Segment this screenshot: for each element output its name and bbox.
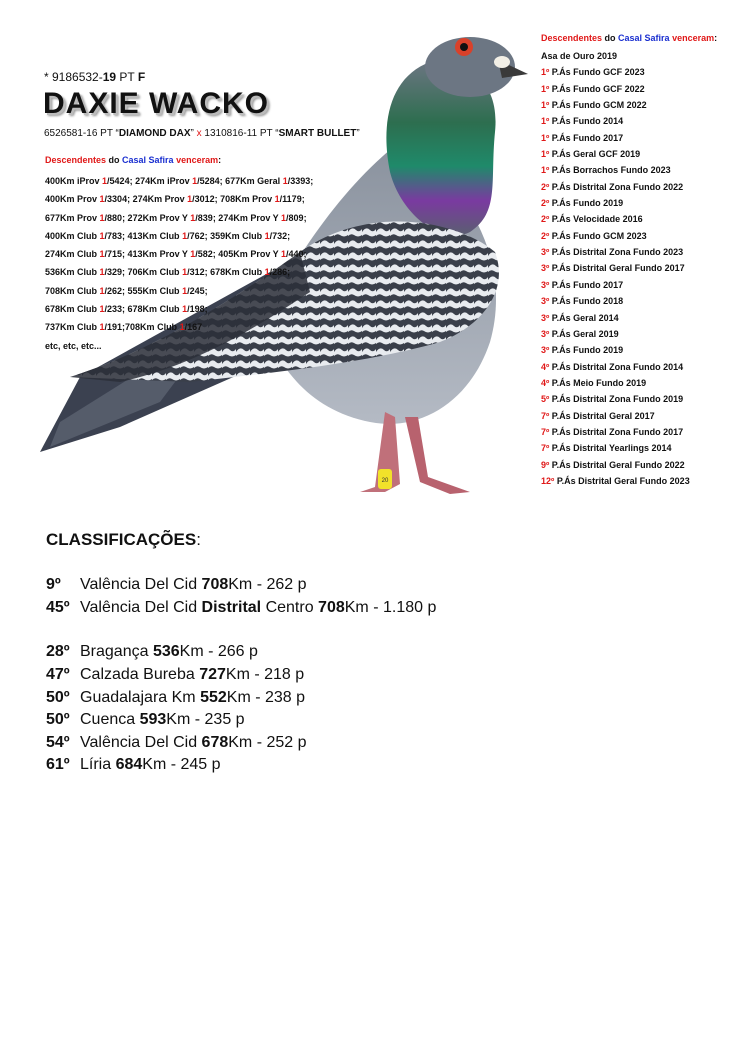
classification-position: 9º <box>46 576 61 594</box>
result-segment: 1 <box>102 176 108 186</box>
achievement-item <box>541 113 690 129</box>
achievement-item <box>541 81 690 97</box>
result-segment: 274Km Club <box>45 249 100 260</box>
classification-segment: Km - 266 p <box>179 643 258 661</box>
result-segment: /3304; 274Km Prov <box>104 194 188 205</box>
achievement-text: P.Ás Distrital Geral Fundo 2023 <box>554 475 690 486</box>
classification-position: 45º <box>46 598 70 616</box>
achievement-position: 7º <box>541 426 550 437</box>
achievement-text: P.Ás Fundo 2019 <box>549 345 624 356</box>
achievement-text: P.Ás Fundo 2019 <box>549 198 624 209</box>
achievement-position: 12º <box>541 475 555 486</box>
sex-indicator: F <box>137 70 146 84</box>
classification-segment: 708 <box>201 576 229 594</box>
classification-segment: Km - 218 p <box>225 666 305 684</box>
ring-year: 19 <box>102 70 117 84</box>
dam-ring: 1310816-11 PT “ <box>201 128 279 139</box>
result-line <box>45 209 345 227</box>
result-segment: /5424; 274Km iProv <box>107 176 193 186</box>
achievement-text: P.Ás Fundo GCF 2022 <box>549 83 645 94</box>
heading-word: : <box>714 33 718 43</box>
sire-ring: 6526581-16 PT “ <box>44 128 119 139</box>
achievement-item <box>541 473 690 489</box>
classification-row <box>46 709 436 732</box>
result-segment: etc, etc, etc... <box>45 340 102 351</box>
classification-segment: Calzada Bureba <box>80 666 200 684</box>
result-segment: 1 <box>99 230 105 241</box>
result-segment: /312; 678Km Club <box>187 267 265 278</box>
classification-text <box>80 734 307 752</box>
result-segment: /762; 359Km Club <box>187 230 265 241</box>
classification-row <box>46 732 436 755</box>
achievement-position: 1º <box>541 132 550 143</box>
result-segment: 1 <box>182 230 188 241</box>
result-segment: /262; 555Km Club <box>104 285 183 296</box>
classification-segment: 684 <box>115 756 143 774</box>
achievement-item <box>541 195 690 211</box>
result-segment: /1179; <box>279 194 305 205</box>
classification-text <box>80 666 304 684</box>
classifications-list <box>46 574 436 777</box>
achievement-position: 1º <box>541 67 550 78</box>
classification-segment: 727 <box>199 666 226 684</box>
classification-segment: Líria <box>80 756 116 774</box>
achievement-position: 5º <box>541 394 550 405</box>
achievement-position: 1º <box>541 116 550 127</box>
pigeon-name: DAXIE WACKO <box>43 87 270 120</box>
result-segment: 536Km Club <box>45 267 100 278</box>
result-segment: 1 <box>99 267 105 278</box>
heading-word: do <box>602 33 619 43</box>
result-segment: /245; <box>187 285 208 296</box>
achievement-position: 7º <box>541 410 550 421</box>
classification-segment: Centro <box>261 598 319 616</box>
parents-line <box>44 128 360 139</box>
achievements-list <box>541 48 690 489</box>
ring-number <box>44 70 145 84</box>
achievement-position: 1º <box>541 100 550 111</box>
classification-row <box>46 664 436 687</box>
achievement-text: P.Ás Distrital Geral Fundo 2022 <box>549 459 685 470</box>
achievement-text: P.Ás Fundo GCF 2023 <box>549 67 645 78</box>
classifications-title-text: CLASSIFICAÇÕES <box>46 530 197 549</box>
result-segment: /3393; <box>287 176 314 186</box>
result-segment: 1 <box>99 322 105 333</box>
classifications-title <box>46 530 201 550</box>
result-segment: /3012; 708Km Prov <box>192 194 275 205</box>
result-segment: /191;708Km Club <box>104 322 180 333</box>
result-segment: /732; <box>269 230 291 241</box>
achievement-text: P.Ás Distrital Zona Fundo 2022 <box>549 181 684 192</box>
classification-position: 54º <box>46 733 70 751</box>
result-segment: /809; <box>286 212 307 223</box>
result-segment: /167 <box>184 322 203 333</box>
classification-segment: Valência Del Cid <box>80 576 202 594</box>
achievement-item <box>541 424 690 440</box>
classification-text <box>80 643 258 661</box>
achievement-text: P.Ás Fundo 2018 <box>549 296 624 307</box>
result-segment: /233; 678Km Club <box>104 304 183 315</box>
result-segment: 678Km Club <box>45 304 100 315</box>
result-segment: /715; 413Km Prov Y <box>104 249 191 260</box>
result-segment: 1 <box>179 322 185 333</box>
achievement-position: 3º <box>541 263 550 274</box>
achievement-position: 3º <box>541 279 550 290</box>
classification-position: 50º <box>46 688 70 706</box>
result-segment: /880; 272Km Prov Y <box>104 212 191 223</box>
classification-segment: Valência Del Cid <box>80 733 202 751</box>
achievement-text: P.Ás Distrital Zona Fundo 2023 <box>549 247 684 258</box>
achievement-item <box>541 310 690 326</box>
achievement-position: 1º <box>541 165 550 176</box>
achievement-item <box>541 211 690 227</box>
result-segment: 1 <box>187 194 193 205</box>
result-segment: /198; <box>187 304 208 315</box>
result-segment: 1 <box>182 304 188 315</box>
result-segment: 1 <box>99 249 105 260</box>
result-segment: 1 <box>274 194 280 205</box>
classification-text <box>80 689 305 707</box>
achievement-text: P.Ás Borrachos Fundo 2023 <box>549 165 671 176</box>
result-segment: 400Km iProv <box>45 176 103 186</box>
result-segment: 1 <box>190 212 196 223</box>
achievement-item <box>541 391 690 407</box>
classifications-colon: : <box>196 530 201 549</box>
result-segment: 677Km Prov <box>45 212 100 223</box>
result-segment: 1 <box>192 176 198 186</box>
achievement-position: 2º <box>541 230 550 241</box>
classification-position: 28º <box>46 643 70 661</box>
achievement-text: P.Ás Geral 2019 <box>549 328 619 339</box>
classification-segment: Km - 1.180 p <box>344 598 437 616</box>
achievement-position: 2º <box>541 214 550 225</box>
heading-word: Casal Safira <box>618 33 670 43</box>
left-heading <box>45 155 221 165</box>
achievement-text: P.Ás Fundo 2017 <box>549 132 624 143</box>
achievement-text: P.Ás Fundo 2014 <box>549 116 624 127</box>
classification-segment: Km - 262 p <box>228 576 307 594</box>
achievement-text: P.Ás Fundo 2017 <box>549 279 624 290</box>
classification-position: 50º <box>46 711 70 729</box>
classification-segment: Bragança <box>80 643 153 661</box>
achievement-item <box>541 293 690 309</box>
achievement-text: P.Ás Meio Fundo 2019 <box>549 377 647 388</box>
heading-word: do <box>106 155 123 165</box>
group-spacer <box>46 619 436 641</box>
achievement-position: 1º <box>541 83 550 94</box>
achievement-position: 9º <box>541 459 550 470</box>
achievement-item <box>541 64 690 80</box>
achievement-text: P.Ás Geral GCF 2019 <box>549 149 641 160</box>
result-segment: 1 <box>281 212 287 223</box>
result-segment: 1 <box>99 212 105 223</box>
result-line <box>45 263 345 281</box>
achievement-item <box>541 408 690 424</box>
result-segment: 708Km Club <box>45 285 100 296</box>
result-segment: /286; <box>269 267 291 278</box>
result-segment: 1 <box>264 230 270 241</box>
achievement-item <box>541 277 690 293</box>
result-segment: /329; 706Km Club <box>104 267 183 278</box>
result-segment: 1 <box>182 285 188 296</box>
result-segment: 1 <box>282 176 288 186</box>
result-line <box>45 337 345 355</box>
classification-row <box>46 574 436 597</box>
achievement-item <box>541 342 690 358</box>
result-line <box>45 245 345 263</box>
achievement-position: 4º <box>541 377 550 388</box>
achievement-text: P.Ás Distrital Yearlings 2014 <box>549 443 672 454</box>
classification-segment: Km - 252 p <box>228 733 307 751</box>
achievement-position: 4º <box>541 361 550 372</box>
classification-segment: Km - 245 p <box>142 756 221 774</box>
heading-word: venceram <box>669 33 715 43</box>
heading-word: Casal Safira <box>122 155 174 165</box>
ring-prefix: * 9186532- <box>44 70 103 84</box>
achievement-text: P.Ás Velocidade 2016 <box>549 214 643 225</box>
classification-segment: Guadalajara Km <box>80 688 201 706</box>
achievement-text: P.Ás Distrital Zona Fundo 2014 <box>549 361 684 372</box>
result-line <box>45 300 345 318</box>
result-line <box>45 227 345 245</box>
cross-symbol: x <box>196 128 202 139</box>
result-segment: /839; 274Km Prov Y <box>195 212 282 223</box>
result-segment: 400Km Club <box>45 230 100 241</box>
classification-row <box>46 686 436 709</box>
result-segment: /440; <box>286 249 307 260</box>
classification-row <box>46 641 436 664</box>
result-segment: /5284; 677Km Geral <box>197 176 283 186</box>
achievement-item <box>541 326 690 342</box>
achievement-item <box>541 228 690 244</box>
achievement-position: 3º <box>541 312 550 323</box>
achievement-item <box>541 146 690 162</box>
achievement-position: 3º <box>541 247 550 258</box>
ring-country: PT <box>116 70 138 84</box>
classification-segment: 708 <box>318 598 345 616</box>
achievement-item <box>541 457 690 473</box>
result-segment: 1 <box>99 285 105 296</box>
classification-segment: 552 <box>200 688 227 706</box>
dam-name: SMART BULLET <box>278 128 357 139</box>
classification-row <box>46 597 436 620</box>
right-heading <box>541 33 717 43</box>
result-segment: 737Km Club <box>45 322 100 333</box>
result-line <box>45 172 345 190</box>
achievement-text: P.Ás Distrital Zona Fundo 2017 <box>549 426 684 437</box>
sire-quote-close: ” <box>190 128 197 139</box>
achievement-text: P.Ás Fundo GCM 2022 <box>549 100 647 111</box>
classification-position: 47º <box>46 666 70 684</box>
classification-segment: Cuenca <box>80 711 140 729</box>
achievement-position: 2º <box>541 181 550 192</box>
achievement-item <box>541 97 690 113</box>
classification-text <box>80 576 307 594</box>
heading-word: Descendentes <box>541 33 603 43</box>
result-segment: 1 <box>99 304 105 315</box>
result-segment: 400Km Prov <box>45 194 100 205</box>
classification-segment: Km - 238 p <box>226 688 306 706</box>
classification-row <box>46 754 436 777</box>
classification-segment: Distrital <box>201 598 262 616</box>
result-segment: 1 <box>281 249 287 260</box>
achievement-item <box>541 359 690 375</box>
result-segment: 1 <box>190 249 196 260</box>
result-segment: /582; 405Km Prov Y <box>195 249 282 260</box>
achievement-item <box>541 440 690 456</box>
result-line <box>45 190 345 208</box>
achievement-position: 2º <box>541 198 550 209</box>
achievement-item <box>541 48 690 64</box>
classification-text <box>80 599 436 617</box>
achievement-position: 3º <box>541 296 550 307</box>
classification-segment: 678 <box>201 733 229 751</box>
classification-segment: Km - 235 p <box>166 711 245 729</box>
sire-name: DIAMOND DAX <box>118 128 191 139</box>
classification-segment: 593 <box>139 711 167 729</box>
achievement-text: P.Ás Distrital Zona Fundo 2019 <box>549 394 684 405</box>
classification-text <box>80 756 221 774</box>
achievement-text: P.Ás Distrital Geral Fundo 2017 <box>549 263 685 274</box>
achievement-item <box>541 179 690 195</box>
achievement-position: 3º <box>541 345 550 356</box>
result-segment: 1 <box>264 267 270 278</box>
achievement-position: 3º <box>541 328 550 339</box>
left-results-list <box>45 172 345 355</box>
heading-word: venceram <box>173 155 219 165</box>
achievement-item <box>541 130 690 146</box>
heading-word: : <box>218 155 222 165</box>
achievement-item <box>541 244 690 260</box>
result-line <box>45 282 345 300</box>
achievement-text: Asa de Ouro 2019 <box>541 51 618 61</box>
classification-segment: 536 <box>152 643 180 661</box>
achievement-text: P.Ás Fundo GCM 2023 <box>549 230 647 241</box>
dam-quote-close: ” <box>356 128 360 139</box>
achievement-position: 1º <box>541 149 550 160</box>
leg-ring-text: 20 <box>381 478 389 484</box>
classification-position: 61º <box>46 756 70 774</box>
achievement-item <box>541 162 690 178</box>
achievement-item <box>541 375 690 391</box>
heading-word: Descendentes <box>45 155 107 165</box>
result-segment: 1 <box>99 194 105 205</box>
result-segment: /783; 413Km Club <box>104 230 183 241</box>
result-segment: 1 <box>182 267 188 278</box>
classification-segment: Valência Del Cid <box>80 598 202 616</box>
classification-text <box>80 711 245 729</box>
achievement-item <box>541 260 690 276</box>
result-line <box>45 318 345 336</box>
achievement-position: 7º <box>541 443 550 454</box>
achievement-text: P.Ás Geral 2014 <box>549 312 619 323</box>
achievement-text: P.Ás Distrital Geral 2017 <box>549 410 655 421</box>
